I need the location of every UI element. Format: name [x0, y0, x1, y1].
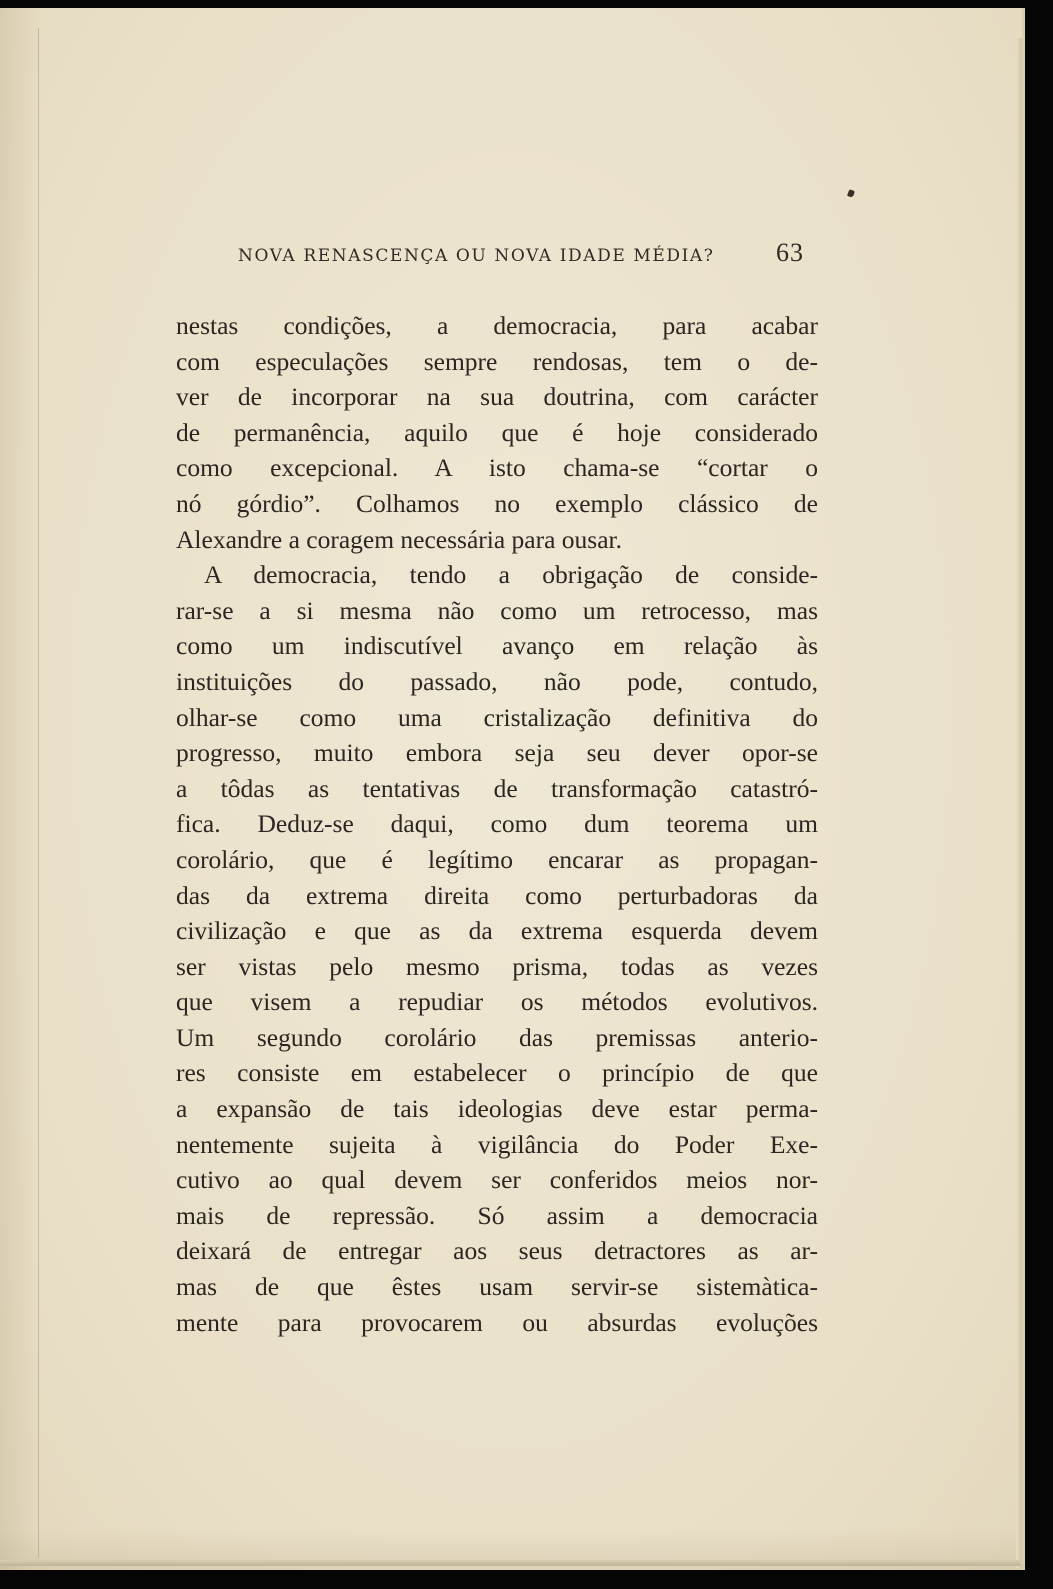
text-line: A democracia, tendo a obrigação de conside-	[204, 560, 818, 590]
text-line: fica. Deduz-se daqui, como dum teorema um	[176, 809, 818, 839]
text-line: mente para provocarem ou absurdas evoluções	[176, 1307, 818, 1337]
text-line: instituições do passado, não pode, contudo,	[176, 666, 818, 696]
text-line: progresso, muito embora seja seu dever opor-se	[176, 738, 818, 768]
page-number: 63	[776, 238, 804, 267]
page-edge-bottom	[0, 1560, 1020, 1566]
book-page	[0, 8, 1025, 1570]
text-line: cutivo ao qual devem ser conferidos meios nor-	[176, 1165, 818, 1195]
body-text	[176, 308, 818, 1340]
text-line: res consiste em estabelecer o princípio de que	[176, 1058, 818, 1088]
text-line: nó górdio”. Colhamos no exemplo clássico de	[176, 488, 818, 518]
text-line: civilização e que as da extrema esquerda devem	[176, 916, 818, 946]
text-line: mas de que êstes usam servir-se sistemàtica-	[176, 1272, 818, 1302]
gutter-fold	[38, 28, 39, 1558]
text-line: mais de repressão. Só assim a democracia	[176, 1200, 818, 1230]
page-edge-right	[1016, 38, 1022, 1568]
text-line: ser vistas pelo mesmo prisma, todas as vezes	[176, 951, 818, 981]
text-line: de permanência, aquilo que é hoje considerado	[176, 417, 818, 447]
text-line: que visem a repudiar os métodos evolutivos.	[176, 987, 818, 1017]
text-line: a expansão de tais ideologias deve estar perma-	[176, 1094, 818, 1124]
text-line: Alexandre a coragem necessária para ousar.	[176, 524, 623, 554]
text-line: Um segundo corolário das premissas anterio-	[176, 1022, 818, 1052]
text-line: rar-se a si mesma não como um retrocesso, mas	[176, 595, 818, 625]
text-line: olhar-se como uma cristalização definitiva do	[176, 702, 818, 732]
running-title: NOVA RENASCENÇA OU NOVA IDADE MÉDIA?	[238, 246, 715, 266]
text-line: como excepcional. A isto chama-se “cortar o	[176, 453, 818, 483]
text-line: como um indiscutível avanço em relação às	[176, 631, 818, 661]
text-line: das da extrema direita como perturbadoras da	[176, 880, 818, 910]
text-line: a tôdas as tentativas de transformação catastró-	[176, 773, 818, 803]
running-head	[238, 238, 818, 278]
ink-speck	[847, 189, 855, 198]
text-line: nentemente sujeita à vigilância do Poder Exe-	[176, 1129, 818, 1159]
text-line: nestas condições, a democracia, para acabar	[176, 311, 818, 340]
text-line: deixará de entregar aos seus detractores as ar-	[176, 1236, 818, 1266]
text-line: ver de incorporar na sua doutrina, com carácter	[176, 382, 818, 412]
text-line: com especulações sempre rendosas, tem o de-	[176, 346, 818, 376]
text-line: corolário, que é legítimo encarar as propagan-	[176, 844, 818, 874]
